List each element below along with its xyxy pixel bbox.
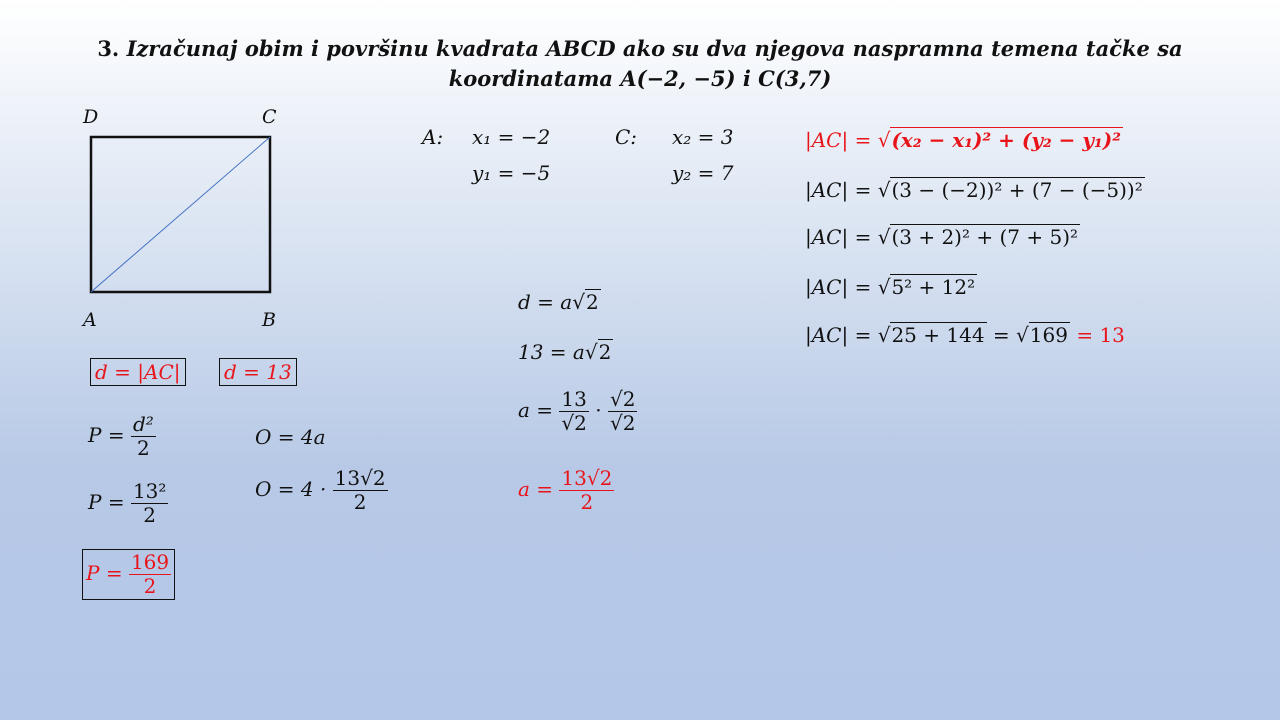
distance-lhs: |AC| = xyxy=(805,275,872,299)
point-c-label: C: xyxy=(615,125,638,149)
diagonal-substituted-lhs: 13 = a xyxy=(518,340,585,364)
area-result-box xyxy=(82,549,175,600)
d-equals-13-box: d = 13 xyxy=(219,358,297,386)
area-lhs: P = xyxy=(88,490,125,514)
rationalizing-numerator: √2 xyxy=(609,387,636,411)
square-figure xyxy=(80,125,280,305)
x2-value: x₂ = 3 xyxy=(672,125,734,149)
perimeter-lhs: O = 4 · xyxy=(255,477,327,501)
area-step-2-numerator: 13² xyxy=(132,479,167,503)
problem-number: 3. xyxy=(97,36,120,61)
y2-value: y₂ = 7 xyxy=(672,161,734,185)
side-lhs: a = xyxy=(518,398,554,422)
side-denominator: √2 xyxy=(561,411,587,435)
distance-lhs: |AC| = xyxy=(805,225,872,249)
perimeter-formula: O = 4a xyxy=(255,425,326,449)
area-lhs: P = xyxy=(88,423,125,447)
area-denominator: 2 xyxy=(136,436,150,460)
distance-result: = 13 xyxy=(1076,323,1125,347)
side-numerator: 13 xyxy=(559,388,588,412)
area-lhs: P = xyxy=(86,561,123,585)
diagonal-substituted: 13 = a√2 xyxy=(518,340,612,364)
perimeter-numerator: 13√2 xyxy=(334,466,386,490)
equals-sign: = xyxy=(992,323,1010,347)
perimeter-denominator: 2 xyxy=(353,490,367,514)
area-result-numerator: 169 xyxy=(130,550,170,574)
point-a-label: A: xyxy=(422,125,444,149)
problem-statement xyxy=(0,34,1280,94)
diagonal-substituted-radicand: 2 xyxy=(598,340,612,364)
side-result xyxy=(518,467,614,514)
distance-step-2-radicand: (3 − (−2))² + (7 − (−5))² xyxy=(891,178,1143,202)
area-result-denominator: 2 xyxy=(143,574,157,598)
vertex-b-label: B xyxy=(262,309,276,331)
multiply-dot: · xyxy=(595,398,602,422)
distance-step-5-radicand-b: 169 xyxy=(1029,323,1068,347)
distance-step-4: |AC| = √5² + 12² xyxy=(805,275,976,299)
diagonal-formula-radicand: 2 xyxy=(585,290,599,314)
distance-step-5-radicand-a: 25 + 144 xyxy=(891,323,985,347)
area-step-2 xyxy=(88,480,168,527)
distance-lhs: |AC| = xyxy=(805,178,872,202)
side-rationalize xyxy=(518,388,637,435)
rationalizing-denominator: √2 xyxy=(609,411,636,435)
problem-line-1: Izračunaj obim i površinu kvadrata ABCD ako su dva njegova naspramna temena tačke sa xyxy=(126,36,1183,61)
side-result-numerator: 13√2 xyxy=(561,466,613,490)
distance-step-2: |AC| = √(3 − (−2))² + (7 − (−5))² xyxy=(805,178,1143,202)
distance-lhs: |AC| = xyxy=(805,128,872,152)
distance-step-4-radicand: 5² + 12² xyxy=(891,275,976,299)
vertex-c-label: C xyxy=(262,106,277,128)
d-equals-ac-box: d = |AC| xyxy=(90,358,186,386)
distance-formula-radicand: (x₂ − x₁)² + (y₂ − y₁)² xyxy=(891,128,1122,152)
x1-value: x₁ = −2 xyxy=(472,125,551,149)
y1-value: y₁ = −5 xyxy=(472,161,551,185)
diagonal-ac xyxy=(91,137,270,292)
area-numerator: d² xyxy=(132,412,154,436)
distance-step-3: |AC| = √(3 + 2)² + (7 + 5)² xyxy=(805,225,1079,249)
problem-line-2: koordinatama A(−2, −5) i C(3,7) xyxy=(448,66,832,91)
distance-step-3-radicand: (3 + 2)² + (7 + 5)² xyxy=(891,225,1079,249)
diagonal-formula-lhs: d = a xyxy=(518,290,573,314)
area-step-2-denominator: 2 xyxy=(143,503,157,527)
distance-lhs: |AC| = xyxy=(805,323,872,347)
vertex-a-label: A xyxy=(83,309,97,331)
distance-step-5: |AC| = √25 + 144 = √169 = 13 xyxy=(805,323,1125,347)
side-result-lhs: a = xyxy=(518,477,554,501)
side-result-denominator: 2 xyxy=(580,490,594,514)
area-formula xyxy=(88,413,156,460)
distance-formula: |AC| = √(x₂ − x₁)² + (y₂ − y₁)² xyxy=(805,128,1122,152)
vertex-d-label: D xyxy=(83,106,99,128)
diagonal-formula: d = a√2 xyxy=(518,290,599,314)
perimeter-step-2 xyxy=(255,467,388,514)
